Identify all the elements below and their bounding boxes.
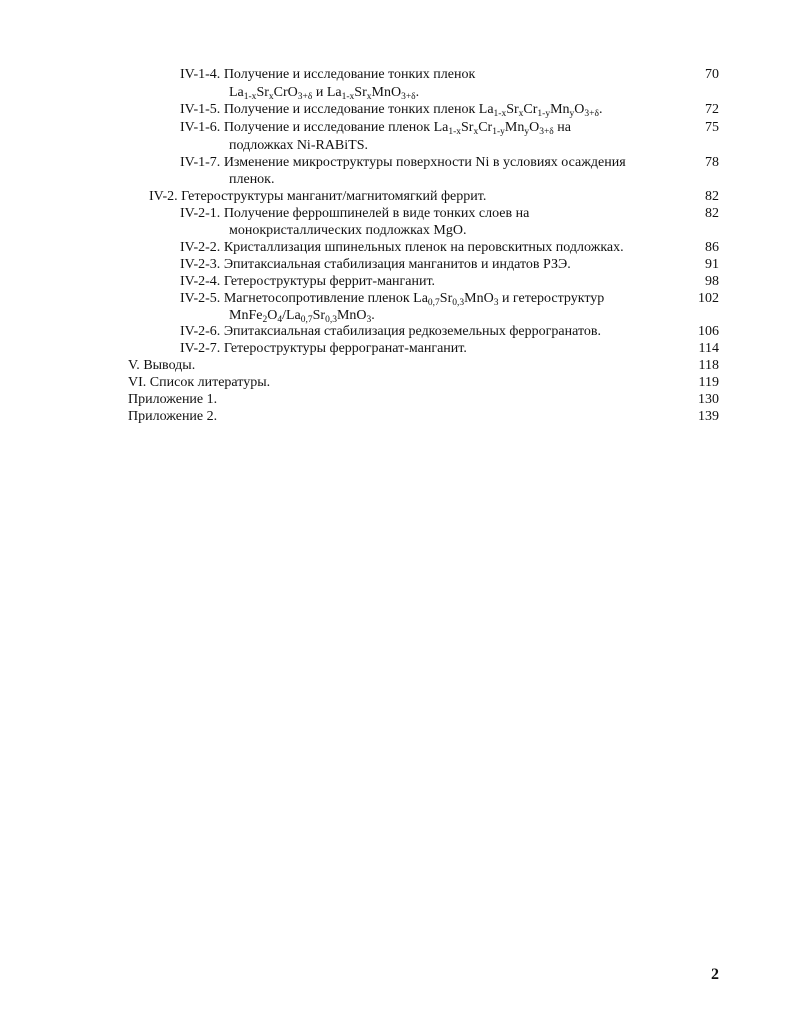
- entry-page-number: 130: [698, 392, 719, 407]
- entry-formula: $La_{1-x}Sr_xCr_{1-y}Mn_yO_{3+\delta}$: [433, 120, 554, 137]
- entry-title: Гетероструктуры феррогранат-манганит.: [223, 341, 467, 356]
- entry-title-tail: на: [553, 120, 572, 135]
- entry-label: VI.: [128, 375, 147, 390]
- entry-page-number: 86: [705, 240, 719, 255]
- page-number: 2: [711, 966, 719, 983]
- entry-page-number: 78: [705, 155, 719, 170]
- entry-title: Магнетосопротивление пленок: [223, 291, 414, 306]
- entry-page-number: 91: [705, 257, 719, 272]
- entry-page-number: 119: [698, 375, 719, 390]
- entry-title: Получение и исследование тонких пленок: [223, 102, 479, 117]
- entry-label: IV-2-4.: [180, 274, 221, 289]
- entry-title-tail: и гетероструктур: [498, 291, 605, 306]
- entry-page-number: 75: [705, 120, 719, 135]
- entry-title: Гетероструктуры манганит/магнитомягкий феррит.: [181, 189, 487, 204]
- entry-continuation: подложках Ni-RABiTS.: [229, 138, 369, 153]
- entry-title: Эпитаксиальная стабилизация манганитов и индатов РЗЭ.: [223, 257, 571, 272]
- entry-page-number: 139: [698, 409, 719, 424]
- entry-page-number: 70: [705, 67, 719, 82]
- entry-formula-line: $MnFe_2O_4/La_{0,7}Sr_{0,3}MnO_3$.: [229, 308, 375, 325]
- entry-page-number: 118: [698, 358, 719, 373]
- entry-label: IV-2-6.: [180, 324, 221, 339]
- entry-title: Приложение 2.: [128, 409, 218, 424]
- entry-title: Получение и исследование пленок: [223, 120, 434, 135]
- entry-title: Гетероструктуры феррит-манганит.: [223, 274, 436, 289]
- entry-title: Получение феррошпинелей в виде тонких слоев на: [223, 206, 530, 221]
- entry-page-number: 102: [698, 291, 719, 306]
- entry-page-number: 106: [698, 324, 719, 339]
- entry-label: IV-2-7.: [180, 341, 221, 356]
- entry-label: IV-2-2.: [180, 240, 221, 255]
- entry-label: IV-2-3.: [180, 257, 221, 272]
- entry-title: Эпитаксиальная стабилизация редкоземельных феррогранатов.: [223, 324, 601, 339]
- entry-page-number: 72: [705, 102, 719, 117]
- entry-title: Список литературы.: [149, 375, 271, 390]
- entry-label: IV-1-4.: [180, 67, 221, 82]
- entry-label: IV-1-6.: [180, 120, 221, 135]
- entry-label: IV-2-5.: [180, 291, 221, 306]
- entry-title: Приложение 1.: [128, 392, 218, 407]
- entry-continuation: монокристаллических подложках MgO.: [229, 223, 467, 238]
- entry-title: Выводы.: [143, 358, 196, 373]
- entry-formula: $La_{0,7}Sr_{0,3}MnO_3$: [413, 291, 499, 308]
- entry-page-number: 114: [698, 341, 719, 356]
- entry-formula: $La_{1-x}Sr_xCr_{1-y}Mn_yO_{3+\delta}$.: [478, 102, 603, 119]
- entry-page-number: 98: [705, 274, 719, 289]
- entry-label: V.: [128, 358, 140, 373]
- entry-title: Кристаллизация шпинельных пленок на перовскитных подложках.: [223, 240, 624, 255]
- entry-formula-line: $La_{1-x}Sr_xCrO_{3+\delta}$ и $La_{1-x}Sr_xMnO_{3+\delta}$.: [229, 85, 420, 102]
- entry-page-number: 82: [705, 206, 719, 221]
- entry-label: IV-2-1.: [180, 206, 221, 221]
- entry-label: IV-1-7.: [180, 155, 221, 170]
- entry-page-number: 82: [705, 189, 719, 204]
- entry-title: Изменение микроструктуры поверхности Ni в условиях осаждения: [223, 155, 626, 170]
- entry-title: Получение и исследование тонких пленок: [223, 67, 476, 82]
- entry-label: IV-1-5.: [180, 102, 221, 117]
- entry-continuation: пленок.: [229, 172, 275, 187]
- entry-label: IV-2.: [149, 189, 178, 204]
